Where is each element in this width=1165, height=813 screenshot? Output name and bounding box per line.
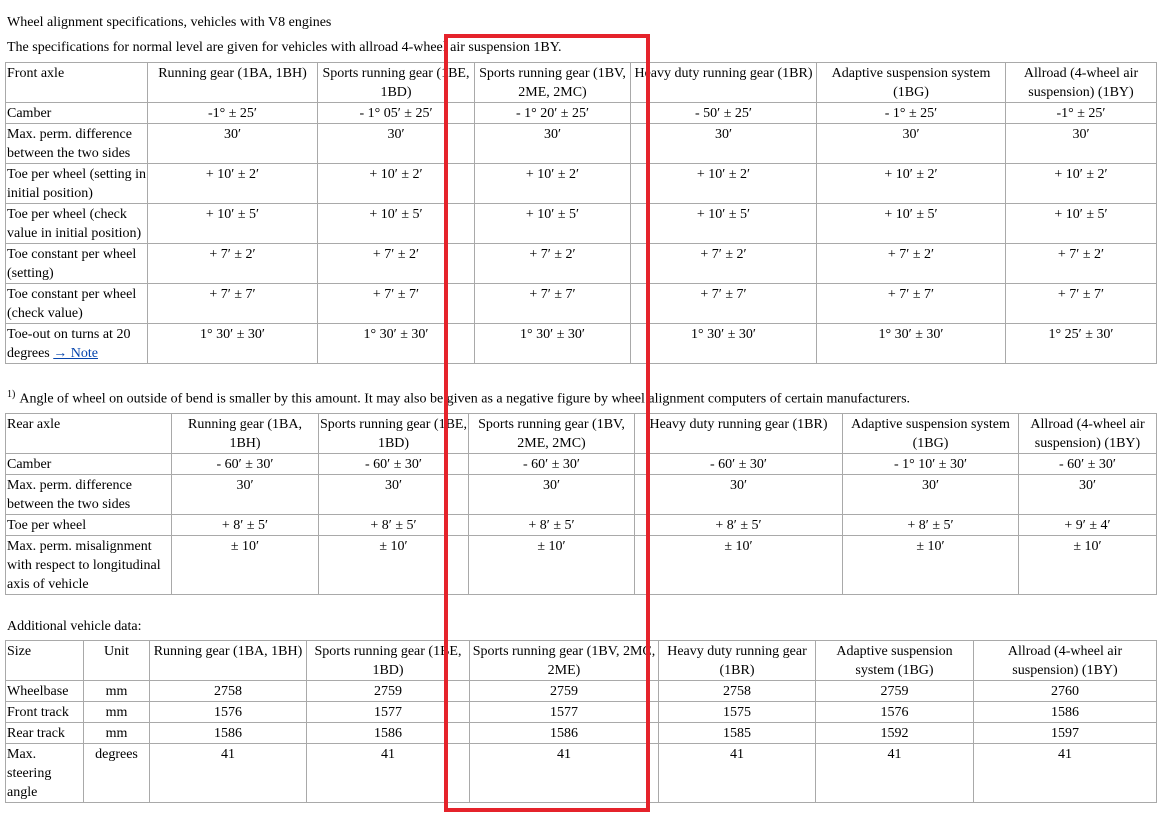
column-header: Sports running gear (1BV, 2MC, 2ME) — [470, 641, 659, 681]
value-cell: + 9′ ± 4′ — [1019, 515, 1157, 536]
value-cell: 30′ — [1006, 124, 1157, 164]
value-cell: + 8′ ± 5′ — [843, 515, 1019, 536]
unit-cell: mm — [84, 702, 150, 723]
row-label-text: Toe per wheel (setting in initial position) — [7, 167, 146, 201]
value-cell: ± 10′ — [319, 536, 469, 595]
value-cell: + 10′ ± 5′ — [817, 204, 1006, 244]
value-cell: 41 — [470, 744, 659, 803]
value-cell: + 7′ ± 2′ — [318, 244, 475, 284]
value-cell: + 10′ ± 5′ — [1006, 204, 1157, 244]
value-cell: 1577 — [307, 702, 470, 723]
value-cell: + 7′ ± 7′ — [318, 284, 475, 324]
value-cell: + 10′ ± 2′ — [1006, 164, 1157, 204]
value-cell: + 7′ ± 7′ — [1006, 284, 1157, 324]
value-cell: -1° ± 25′ — [1006, 103, 1157, 124]
value-cell: 30′ — [148, 124, 318, 164]
row-label — [6, 284, 148, 324]
table-header-row — [6, 641, 1157, 681]
value-cell: + 7′ ± 2′ — [817, 244, 1006, 284]
additional-data-table — [5, 640, 1157, 803]
table-row — [6, 454, 1157, 475]
row-label-text: Max. perm. difference between the two sides — [7, 478, 132, 512]
row-label — [6, 164, 148, 204]
column-header: Sports running gear (1BV, 2ME, 2MC) — [469, 414, 635, 454]
row-label: Front track — [6, 702, 84, 723]
unit-cell: mm — [84, 681, 150, 702]
value-cell: 1576 — [150, 702, 307, 723]
value-cell: 1586 — [974, 702, 1157, 723]
table-row — [6, 723, 1157, 744]
table-row — [6, 536, 1157, 595]
value-cell: 30′ — [631, 124, 817, 164]
value-cell: + 7′ ± 2′ — [631, 244, 817, 284]
row-label — [6, 324, 148, 364]
row-label-text: Camber — [7, 106, 52, 121]
value-cell: 1° 30′ ± 30′ — [475, 324, 631, 364]
value-cell: - 60′ ± 30′ — [469, 454, 635, 475]
rear-axle-table — [5, 413, 1157, 595]
value-cell: 1° 30′ ± 30′ — [817, 324, 1006, 364]
unit-cell: degrees — [84, 744, 150, 803]
table-row — [6, 702, 1157, 723]
value-cell: 41 — [659, 744, 816, 803]
column-header: Allroad (4-wheel air suspension) (1BY) — [1019, 414, 1157, 454]
column-header: Heavy duty running gear (1BR) — [659, 641, 816, 681]
column-header: Sports running gear (1BV, 2ME, 2MC) — [475, 63, 631, 103]
column-header: Sports running gear (1BE, 1BD) — [319, 414, 469, 454]
value-cell: 1° 30′ ± 30′ — [631, 324, 817, 364]
row-label-text: Max. perm. misalignment with respect to longitudinal axis of vehicle — [7, 539, 161, 592]
value-cell: 1586 — [307, 723, 470, 744]
value-cell: 1586 — [150, 723, 307, 744]
value-cell: ± 10′ — [843, 536, 1019, 595]
note-link[interactable]: → Note — [53, 346, 98, 361]
row-label: Rear track — [6, 723, 84, 744]
row-label — [6, 515, 172, 536]
value-cell: - 60′ ± 30′ — [319, 454, 469, 475]
column-header: Heavy duty running gear (1BR) — [631, 63, 817, 103]
column-header: Sports running gear (1BE, 1BD) — [307, 641, 470, 681]
value-cell: 30′ — [172, 475, 319, 515]
value-cell: - 1° 05′ ± 25′ — [318, 103, 475, 124]
unit-cell: mm — [84, 723, 150, 744]
value-cell: + 10′ ± 2′ — [817, 164, 1006, 204]
value-cell: + 7′ ± 7′ — [817, 284, 1006, 324]
column-header: Allroad (4-wheel air suspension) (1BY) — [974, 641, 1157, 681]
value-cell: + 10′ ± 5′ — [475, 204, 631, 244]
value-cell: - 1° 20′ ± 25′ — [475, 103, 631, 124]
value-cell: 1577 — [470, 702, 659, 723]
value-cell: 30′ — [817, 124, 1006, 164]
row-label-text: Toe per wheel — [7, 518, 87, 533]
value-cell: 2759 — [816, 681, 974, 702]
value-cell: - 60′ ± 30′ — [635, 454, 843, 475]
value-cell: 1576 — [816, 702, 974, 723]
value-cell: + 10′ ± 2′ — [475, 164, 631, 204]
front-axle-table — [5, 62, 1157, 364]
column-header: Allroad (4-wheel air suspension) (1BY) — [1006, 63, 1157, 103]
table-row — [6, 244, 1157, 284]
value-cell: 30′ — [318, 124, 475, 164]
table-header-row — [6, 414, 1157, 454]
value-cell: 1575 — [659, 702, 816, 723]
column-header: Running gear (1BA, 1BH) — [148, 63, 318, 103]
value-cell: + 7′ ± 2′ — [475, 244, 631, 284]
value-cell: - 50′ ± 25′ — [631, 103, 817, 124]
value-cell: 2759 — [307, 681, 470, 702]
table-row — [6, 284, 1157, 324]
value-cell: + 8′ ± 5′ — [319, 515, 469, 536]
row-label: Max. steering angle — [6, 744, 84, 803]
value-cell: + 8′ ± 5′ — [172, 515, 319, 536]
value-cell: 30′ — [1019, 475, 1157, 515]
value-cell: 30′ — [475, 124, 631, 164]
footnote — [7, 389, 910, 408]
value-cell: 30′ — [469, 475, 635, 515]
value-cell: 41 — [307, 744, 470, 803]
row-label — [6, 124, 148, 164]
value-cell: + 7′ ± 7′ — [148, 284, 318, 324]
value-cell: 41 — [816, 744, 974, 803]
column-header: Adaptive suspension system (1BG) — [817, 63, 1006, 103]
value-cell: 2758 — [150, 681, 307, 702]
value-cell: + 10′ ± 5′ — [631, 204, 817, 244]
row-label — [6, 103, 148, 124]
additional-data-title: Additional vehicle data: — [7, 619, 142, 634]
row-label: Wheelbase — [6, 681, 84, 702]
table-row — [6, 164, 1157, 204]
table-row — [6, 103, 1157, 124]
row-label-text: Toe per wheel (check value in initial position) — [7, 207, 142, 241]
value-cell: 2759 — [470, 681, 659, 702]
value-cell: + 10′ ± 5′ — [318, 204, 475, 244]
value-cell: + 8′ ± 5′ — [469, 515, 635, 536]
value-cell: 1597 — [974, 723, 1157, 744]
value-cell: 2760 — [974, 681, 1157, 702]
column-header: Adaptive suspension system (1BG) — [843, 414, 1019, 454]
value-cell: + 10′ ± 5′ — [148, 204, 318, 244]
value-cell: 1° 30′ ± 30′ — [148, 324, 318, 364]
column-header: Running gear (1BA, 1BH) — [172, 414, 319, 454]
page-subtitle: The specifications for normal level are given for vehicles with allroad 4-wheel air suspension 1BY. — [7, 40, 562, 55]
value-cell: + 8′ ± 5′ — [635, 515, 843, 536]
value-cell: 1° 25′ ± 30′ — [1006, 324, 1157, 364]
value-cell: 30′ — [319, 475, 469, 515]
value-cell: - 60′ ± 30′ — [1019, 454, 1157, 475]
row-label-text: Max. perm. difference between the two sides — [7, 127, 132, 161]
row-label — [6, 204, 148, 244]
table-row — [6, 744, 1157, 803]
row-label — [6, 475, 172, 515]
column-header: Size — [6, 641, 84, 681]
row-label — [6, 454, 172, 475]
value-cell: 1° 30′ ± 30′ — [318, 324, 475, 364]
table-row — [6, 204, 1157, 244]
column-header: Adaptive suspension system (1BG) — [816, 641, 974, 681]
value-cell: ± 10′ — [635, 536, 843, 595]
table-row — [6, 515, 1157, 536]
value-cell: + 10′ ± 2′ — [318, 164, 475, 204]
value-cell: + 10′ ± 2′ — [148, 164, 318, 204]
column-header: Sports running gear (1BE, 1BD) — [318, 63, 475, 103]
value-cell: + 7′ ± 2′ — [1006, 244, 1157, 284]
value-cell: 30′ — [843, 475, 1019, 515]
value-cell: ± 10′ — [172, 536, 319, 595]
table-row — [6, 324, 1157, 364]
value-cell: + 7′ ± 7′ — [475, 284, 631, 324]
column-header: Unit — [84, 641, 150, 681]
row-label — [6, 536, 172, 595]
value-cell: 1585 — [659, 723, 816, 744]
value-cell: ± 10′ — [1019, 536, 1157, 595]
table-row — [6, 681, 1157, 702]
row-label-text: Toe-out on turns at 20 degrees — [7, 327, 131, 361]
value-cell: -1° ± 25′ — [148, 103, 318, 124]
row-header-cell: Rear axle — [6, 414, 172, 454]
value-cell: 41 — [150, 744, 307, 803]
value-cell: + 10′ ± 2′ — [631, 164, 817, 204]
row-label-text: Toe constant per wheel (setting) — [7, 247, 137, 281]
value-cell: - 1° 10′ ± 30′ — [843, 454, 1019, 475]
row-label-text: Camber — [7, 457, 52, 472]
table-header-row — [6, 63, 1157, 103]
table-row — [6, 124, 1157, 164]
row-header-cell: Front axle — [6, 63, 148, 103]
value-cell: 1586 — [470, 723, 659, 744]
column-header: Running gear (1BA, 1BH) — [150, 641, 307, 681]
column-header: Heavy duty running gear (1BR) — [635, 414, 843, 454]
value-cell: + 7′ ± 2′ — [148, 244, 318, 284]
value-cell: 30′ — [635, 475, 843, 515]
footnote-text: Angle of wheel on outside of bend is smaller by this amount. It may also be given as a negative figure by wheel alignment computers of certain manufacturers. — [19, 391, 911, 407]
footnote-marker: 1) — [7, 389, 16, 400]
value-cell: 41 — [974, 744, 1157, 803]
page-title: Wheel alignment specifications, vehicles with V8 engines — [7, 15, 332, 30]
value-cell: - 60′ ± 30′ — [172, 454, 319, 475]
table-row — [6, 475, 1157, 515]
value-cell: + 7′ ± 7′ — [631, 284, 817, 324]
value-cell: - 1° ± 25′ — [817, 103, 1006, 124]
value-cell: 1592 — [816, 723, 974, 744]
row-label — [6, 244, 148, 284]
value-cell: 2758 — [659, 681, 816, 702]
value-cell: ± 10′ — [469, 536, 635, 595]
row-label-text: Toe constant per wheel (check value) — [7, 287, 137, 321]
